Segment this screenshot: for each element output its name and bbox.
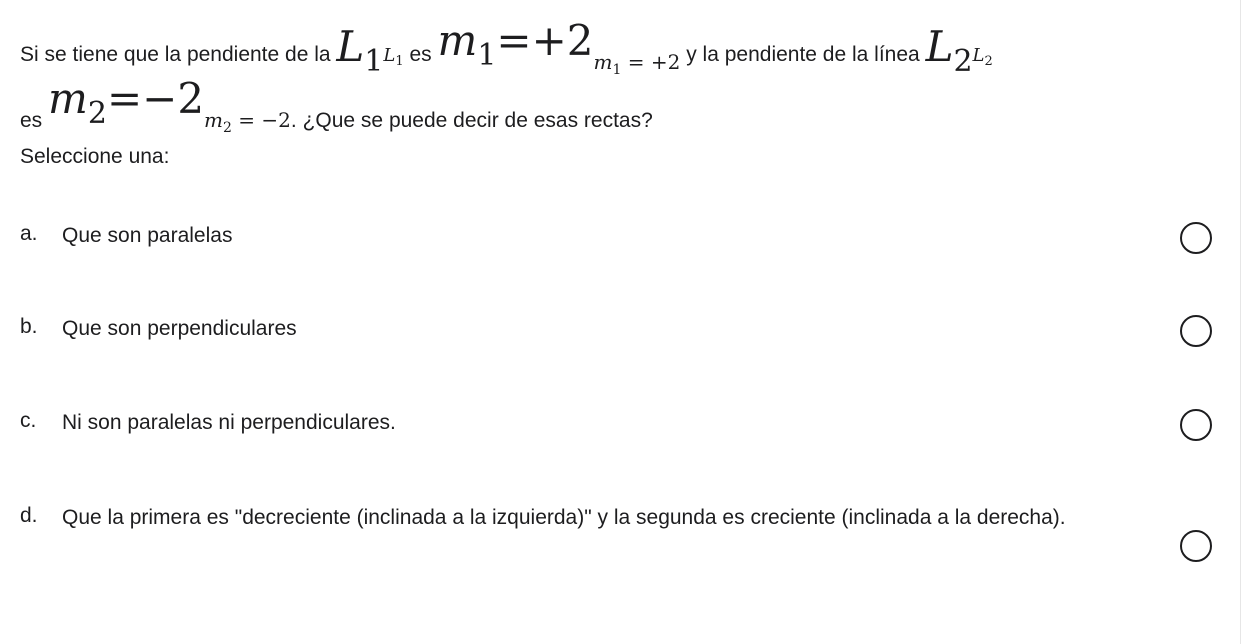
radio-button-d[interactable] (1180, 530, 1212, 562)
question-text-part2: y la pendiente de la línea (680, 43, 926, 66)
math-L2-rendered: $L_2$ (925, 22, 973, 79)
question-text-es1: es (403, 43, 438, 66)
math-L1-rendered: $L_1$ (336, 22, 384, 79)
math-m2-inline: $m_2 = -2$ (204, 108, 291, 136)
option-letter: a. (20, 222, 38, 245)
question-line-1 (20, 16, 993, 79)
option-text: Que son perpendiculares (62, 317, 297, 340)
option-text: Que la primera es "decreciente (inclinada a la izquierda)" y la segunda es creciente (inclinada a la derecha). (62, 506, 1066, 529)
radio-button-c[interactable] (1180, 409, 1212, 441)
option-letter: d. (20, 504, 38, 527)
option-text: Que son paralelas (62, 224, 233, 247)
option-letter: c. (20, 409, 37, 432)
answer-option-d[interactable] (0, 492, 1240, 602)
question-text-part3: . ¿Que se puede decir de esas rectas? (290, 109, 653, 132)
question-line-2 (20, 74, 653, 136)
math-m1-inline: $m_1 = +2$ (593, 50, 681, 78)
right-border-rule (1240, 0, 1241, 644)
question-text-part1: Si se tiene que la pendiente de la (20, 43, 337, 66)
option-text: Ni son paralelas ni perpendiculares. (62, 411, 396, 434)
radio-button-a[interactable] (1180, 222, 1212, 254)
answer-option-c[interactable] (0, 397, 1240, 453)
math-L1-inline: $L_1$ (383, 45, 404, 69)
answer-option-a[interactable] (0, 210, 1240, 266)
select-one-label: Seleccione una: (20, 145, 170, 168)
math-m1-rendered: $m_1=+2$ (437, 16, 594, 73)
option-letter: b. (20, 315, 38, 338)
math-L2-inline: $L_2$ (972, 45, 993, 69)
question-text-es2: es (20, 109, 49, 132)
answer-option-b[interactable] (0, 303, 1240, 359)
radio-button-b[interactable] (1180, 315, 1212, 347)
math-m2-rendered: $m_2=-2$ (48, 74, 205, 131)
